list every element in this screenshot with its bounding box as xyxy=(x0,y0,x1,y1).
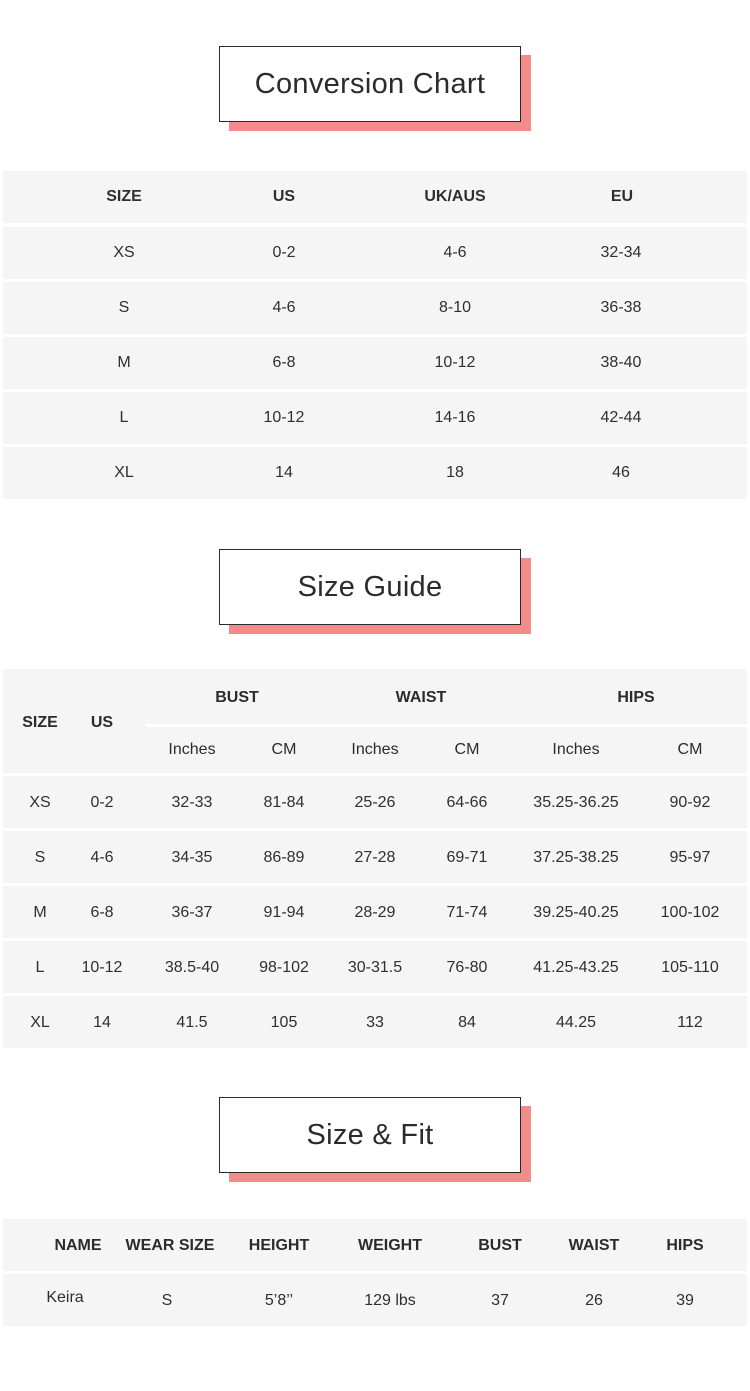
conversion-cell: 32-34 xyxy=(600,244,642,261)
size-guide-title-block xyxy=(219,549,521,625)
size-fit-cell: 37 xyxy=(491,1292,509,1309)
header-size: SIZE xyxy=(22,714,58,731)
size-guide-cell: 37.25-38.25 xyxy=(533,849,619,866)
size-fit-header: WEAR SIZE xyxy=(125,1237,215,1254)
size-fit-cell: 39 xyxy=(676,1292,694,1309)
header-us: US xyxy=(90,714,114,731)
header-us: US xyxy=(245,171,323,223)
conversion-table xyxy=(3,171,747,223)
size-fit-header: BUST xyxy=(478,1237,522,1254)
size-guide-cell: 100-102 xyxy=(660,904,720,921)
size-guide-cell: 35.25-36.25 xyxy=(533,794,619,811)
header-sub: CM xyxy=(454,741,480,758)
size-guide-row xyxy=(3,776,747,828)
header-group-waist: WAIST xyxy=(395,689,447,706)
size-guide-cell: 0-2 xyxy=(90,794,114,811)
header-eu: EU xyxy=(587,171,657,223)
size-guide-row xyxy=(3,941,747,993)
header-size: SIZE xyxy=(3,171,245,223)
size-fit-header: WEIGHT xyxy=(358,1237,422,1254)
header-sub: CM xyxy=(677,741,703,758)
conversion-cell: 36-38 xyxy=(600,299,642,316)
size-guide-cell: 76-80 xyxy=(446,959,488,976)
size-guide-cell: 98-102 xyxy=(259,959,309,976)
conversion-cell: 6-8 xyxy=(272,354,296,371)
size-guide-cell: 105-110 xyxy=(661,959,719,976)
size-fit-header: HEIGHT xyxy=(248,1237,310,1254)
size-guide-cell: M xyxy=(33,904,47,921)
size-guide-cell: L xyxy=(35,959,45,976)
conversion-title-block xyxy=(219,46,521,122)
conversion-cell: 46 xyxy=(612,464,630,481)
conversion-cell: M xyxy=(117,354,131,371)
size-guide-cell: 32-33 xyxy=(171,794,213,811)
conversion-cell: 4-6 xyxy=(443,244,467,261)
size-guide-cell: 69-71 xyxy=(446,849,488,866)
header-uk-aus: UK/AUS xyxy=(323,171,587,223)
conversion-header-row xyxy=(3,171,747,223)
conversion-cell: 14-16 xyxy=(434,409,476,426)
conversion-cell: L xyxy=(119,409,129,426)
size-guide-cell: 27-28 xyxy=(354,849,396,866)
size-guide-cell: 36-37 xyxy=(171,904,213,921)
conversion-cell: 8-10 xyxy=(438,299,472,316)
size-fit-row xyxy=(3,1274,747,1326)
size-guide-cell: 44.25 xyxy=(555,1014,597,1031)
size-fit-header: HIPS xyxy=(666,1237,704,1254)
size-guide-cell: 39.25-40.25 xyxy=(533,904,619,921)
conversion-cell: 38-40 xyxy=(600,354,642,371)
size-guide-cell: XL xyxy=(30,1014,50,1031)
size-fit-header-row xyxy=(3,1219,747,1271)
conversion-cell: 0-2 xyxy=(272,244,296,261)
size-guide-cell: 41.5 xyxy=(176,1014,208,1031)
size-guide-cell: 84 xyxy=(458,1014,476,1031)
size-guide-cell: 33 xyxy=(366,1014,384,1031)
size-fit-header: NAME xyxy=(54,1237,102,1254)
size-fit-cell: 26 xyxy=(585,1292,603,1309)
size-guide-cell: 90-92 xyxy=(669,794,711,811)
size-guide-cell: 64-66 xyxy=(446,794,488,811)
conversion-row xyxy=(3,337,747,389)
conversion-cell: 10-12 xyxy=(263,409,305,426)
conversion-cell: 14 xyxy=(275,464,293,481)
conversion-row xyxy=(3,447,747,499)
size-fit-cell: S xyxy=(161,1292,173,1309)
header-sub: Inches xyxy=(168,741,216,758)
size-guide-cell: 112 xyxy=(677,1014,703,1031)
size-guide-cell: XS xyxy=(29,794,51,811)
conversion-cell: 10-12 xyxy=(434,354,476,371)
size-guide-cell: 25-26 xyxy=(354,794,396,811)
conversion-cell: 18 xyxy=(446,464,464,481)
size-guide-cell: 95-97 xyxy=(669,849,711,866)
conversion-row xyxy=(3,392,747,444)
size-guide-cell: 34-35 xyxy=(171,849,213,866)
size-guide-cell: 30-31.5 xyxy=(347,959,403,976)
size-fit-header: WAIST xyxy=(568,1237,620,1254)
size-guide-cell: 105 xyxy=(270,1014,298,1031)
size-guide-row xyxy=(3,996,747,1048)
conversion-cell: 4-6 xyxy=(272,299,296,316)
size-guide-cell: 28-29 xyxy=(354,904,396,921)
conversion-cell: XS xyxy=(113,244,135,261)
conversion-cell: S xyxy=(118,299,130,316)
header-sub: Inches xyxy=(552,741,600,758)
size-guide-header xyxy=(3,669,747,773)
size-guide-cell: 91-94 xyxy=(263,904,305,921)
conversion-row xyxy=(3,282,747,334)
header-group-hips: HIPS xyxy=(617,689,655,706)
size-guide-cell: 10-12 xyxy=(81,959,123,976)
size-guide-cell: 41.25-43.25 xyxy=(533,959,619,976)
size-fit-title-block xyxy=(219,1097,521,1173)
size-fit-cell: 5’8’’ xyxy=(264,1292,294,1309)
size-guide-cell: 38.5-40 xyxy=(164,959,220,976)
size-guide-cell: 81-84 xyxy=(263,794,305,811)
size-guide-cell: 14 xyxy=(93,1014,111,1031)
conversion-row xyxy=(3,227,747,279)
header-sub: CM xyxy=(271,741,297,758)
size-guide-cell: 86-89 xyxy=(263,849,305,866)
conversion-cell: XL xyxy=(114,464,134,481)
conversion-cell: 42-44 xyxy=(600,409,642,426)
size-guide-row xyxy=(3,886,747,938)
conversion-chart-title: Conversion Chart xyxy=(219,46,521,122)
size-guide-title: Size Guide xyxy=(219,549,521,625)
size-fit-cell: 129 lbs xyxy=(364,1292,416,1309)
size-guide-cell: 6-8 xyxy=(90,904,114,921)
size-guide-cell: 71-74 xyxy=(446,904,488,921)
header-sub: Inches xyxy=(351,741,399,758)
size-guide-row xyxy=(3,831,747,883)
size-guide-cell: 4-6 xyxy=(90,849,114,866)
size-fit-cell: Keira xyxy=(46,1289,84,1306)
size-guide-cell: S xyxy=(34,849,46,866)
size-fit-title: Size & Fit xyxy=(219,1097,521,1173)
header-group-bust: BUST xyxy=(215,689,259,706)
